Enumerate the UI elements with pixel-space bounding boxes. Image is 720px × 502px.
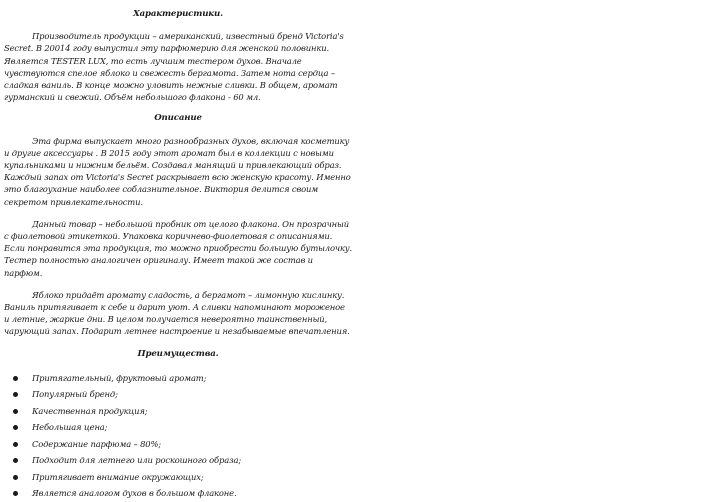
- description-paragraph-3: Яблоко придаёт аромату сладость, а бергамот – лимонную кислинку. Ваниль притягивает к себе и дарит уют. А сливки напоминают мороженое и летние, жаркие дни. В целом получается невероятно таинственный, чарующий запах. Подарит летнее настроение и незабываемые впечатления.: [4, 289, 350, 337]
- document-body: [4, 8, 352, 502]
- bullet-icon: [13, 376, 18, 381]
- list-item: [4, 370, 352, 387]
- description-heading: Описание: [154, 113, 202, 124]
- bullet-icon: [13, 475, 18, 480]
- bullet-icon: [13, 458, 18, 463]
- bullet-icon: [13, 442, 18, 447]
- bullet-icon: [13, 491, 18, 496]
- list-item: [4, 469, 352, 486]
- bullet-icon: [13, 409, 18, 414]
- list-item: [4, 386, 352, 403]
- list-item-text: Качественная продукция;: [32, 405, 148, 416]
- list-item: [4, 419, 352, 436]
- bullet-icon: [13, 425, 18, 430]
- advantages-heading: Преимущества.: [137, 348, 219, 359]
- list-item-text: Подходит для летнего или роскошного образа;: [32, 455, 242, 466]
- list-item-text: Притягивает внимание окружающих;: [32, 471, 204, 482]
- characteristics-paragraph: Производитель продукции – американский, известный бренд Victoria's Secret. В 20014 году выпустил эту парфюмерию для женской половинки. Является TESTER LUX, то есть лучшим тестером духов. Вначале чувствуются спелое яблоко и свежесть бергамота. Затем нота сердца – сладкая ваниль. В конце можно уловить нежные сливки. В общем, аромат гурманский и свежий. Объём небольшого флакона - 60 мл.: [4, 31, 344, 103]
- list-item-text: Является аналогом духов в большом флаконе.: [32, 488, 237, 499]
- list-item-text: Содержание парфюма – 80%;: [32, 438, 161, 449]
- description-paragraph-1: Эта фирма выпускает много разнообразных духов, включая косметику и другие аксессуары . В 2015 году этот аромат был в коллекции с новыми купальниками и нижним бельём. Создавал манящий и привлекающий образ. Каждый запах от Victoria's Secret раскрывает всю женскую красоту. Именно это благоухание наиболее соблазнительное. Виктория делится своим секретом привлекательности.: [4, 135, 351, 207]
- characteristics-heading: Характеристики.: [133, 9, 223, 19]
- list-item-text: Притягательный, фруктовый аромат;: [32, 372, 207, 383]
- advantages-list: [4, 370, 352, 502]
- list-item: [4, 403, 352, 420]
- list-item-text: Небольшая цена;: [32, 422, 108, 433]
- list-item: [4, 436, 352, 453]
- list-item-text: Популярный бренд;: [32, 389, 118, 400]
- description-paragraph-2: Данный товар – небольшой пробник от целого флакона. Он прозрачный с фиолетовой этикеткой. Упаковка коричнево-фиолетовая с описаниями. Если понравится эта продукция, то можно приобрести большую бутылочку. Тестер полностью аналогичен оригиналу. Имеет такой же состав и парфюм.: [4, 218, 353, 278]
- list-item: [4, 485, 352, 502]
- list-item: [4, 452, 352, 469]
- bullet-icon: [13, 392, 18, 397]
